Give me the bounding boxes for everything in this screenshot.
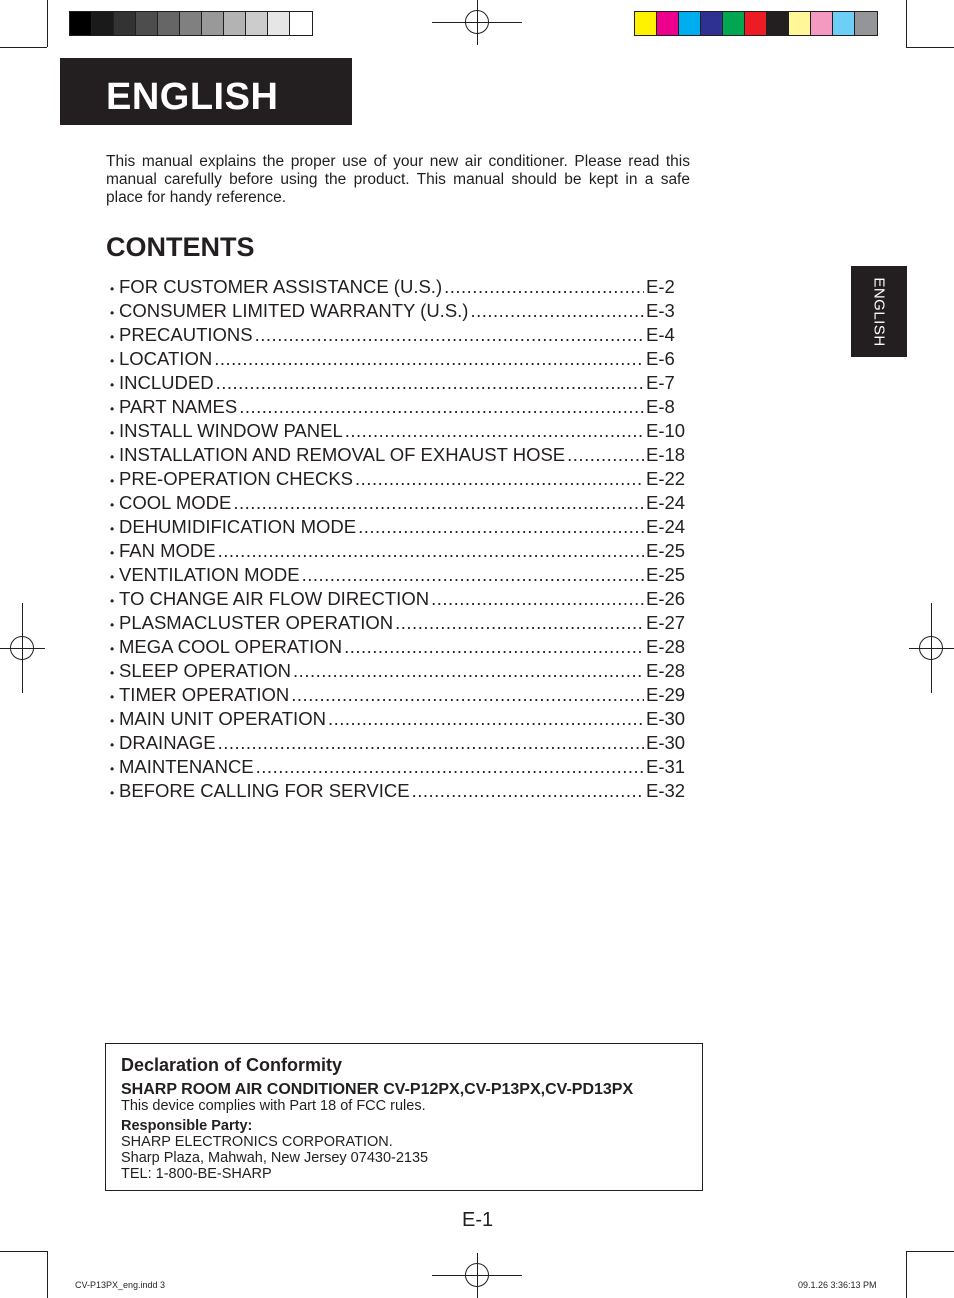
toc-item-page: E-28	[646, 636, 686, 657]
declaration-of-conformity-box	[105, 1043, 703, 1191]
process-color-bar	[634, 11, 878, 36]
bullet-icon: •	[110, 642, 115, 656]
toc-item-label: DRAINAGE	[119, 732, 216, 753]
declaration-compliance: This device complies with Part 18 of FCC rules.	[121, 1098, 426, 1114]
color-swatch	[701, 12, 723, 35]
bullet-icon: •	[110, 306, 115, 320]
toc-item-page: E-7	[646, 372, 675, 393]
color-swatch	[723, 12, 745, 35]
toc-item-page: E-30	[646, 732, 686, 753]
bullet-icon: •	[110, 402, 115, 416]
toc-item	[110, 300, 688, 324]
toc-item-page: E-29	[646, 684, 686, 705]
toc-item-label: VENTILATION MODE	[119, 564, 300, 585]
toc-item	[110, 708, 688, 732]
company-address: Sharp Plaza, Mahwah, New Jersey 07430-2135	[121, 1150, 429, 1166]
dot-leader	[255, 324, 644, 346]
bullet-icon: •	[110, 378, 115, 392]
toc-item-label: PRECAUTIONS	[119, 324, 253, 345]
dot-leader	[344, 636, 644, 658]
bullet-icon: •	[110, 762, 115, 776]
language-banner	[60, 58, 352, 125]
gray-swatch	[114, 12, 136, 35]
toc-item-label: INSTALL WINDOW PANEL	[119, 420, 343, 441]
toc-item-page: E-25	[646, 540, 686, 561]
dot-leader	[355, 468, 644, 490]
color-swatch	[767, 12, 789, 35]
toc-item	[110, 588, 688, 612]
toc-item-label: PRE-OPERATION CHECKS	[119, 468, 354, 489]
table-of-contents	[110, 276, 688, 804]
gray-swatch	[290, 12, 312, 35]
bullet-icon: •	[110, 282, 115, 296]
intro-paragraph: This manual explains the proper use of your new air conditioner. Please read this manual carefully before using the product. This manual should be kept in a safe place for handy reference.	[106, 153, 690, 206]
color-swatch	[789, 12, 811, 35]
language-title: ENGLISH	[106, 76, 279, 118]
color-swatch	[635, 12, 657, 35]
bullet-icon: •	[110, 546, 115, 560]
bullet-icon: •	[110, 474, 115, 488]
dot-leader	[412, 780, 644, 802]
toc-item	[110, 660, 688, 684]
toc-item-label: CONSUMER LIMITED WARRANTY (U.S.)	[119, 300, 469, 321]
toc-item-page: E-10	[646, 420, 686, 441]
bullet-icon: •	[110, 330, 115, 344]
toc-item	[110, 276, 688, 300]
toc-item-label: TO CHANGE AIR FLOW DIRECTION	[119, 588, 430, 609]
footer-file-name: CV-P13PX_eng.indd 3	[75, 1280, 166, 1290]
dot-leader	[218, 732, 644, 754]
declaration-model: SHARP ROOM AIR CONDITIONER CV-P12PX,CV-P13PX,CV-PD13PX	[121, 1081, 634, 1098]
toc-item-page: E-30	[646, 708, 686, 729]
dot-leader	[345, 420, 644, 442]
bullet-icon: •	[110, 570, 115, 584]
footer-timestamp: 09.1.26 3:36:13 PM	[798, 1280, 877, 1290]
toc-item	[110, 756, 688, 780]
page-number: E-1	[462, 1209, 494, 1231]
toc-item-label: FOR CUSTOMER ASSISTANCE (U.S.)	[119, 276, 443, 297]
toc-item-page: E-27	[646, 612, 686, 633]
toc-item-page: E-3	[646, 300, 675, 321]
toc-item-label: FAN MODE	[119, 540, 216, 561]
toc-item	[110, 492, 688, 516]
dot-leader	[431, 588, 644, 610]
gray-swatch	[246, 12, 268, 35]
toc-item	[110, 684, 688, 708]
toc-item-label: BEFORE CALLING FOR SERVICE	[119, 780, 410, 801]
bullet-icon: •	[110, 738, 115, 752]
gray-swatch	[268, 12, 290, 35]
dot-leader	[567, 444, 644, 466]
dot-leader	[293, 660, 644, 682]
gray-swatch	[180, 12, 202, 35]
color-swatch	[657, 12, 679, 35]
bullet-icon: •	[110, 690, 115, 704]
toc-item-page: E-18	[646, 444, 686, 465]
toc-item-label: SLEEP OPERATION	[119, 660, 292, 681]
toc-item-label: MAIN UNIT OPERATION	[119, 708, 326, 729]
bullet-icon: •	[110, 354, 115, 368]
language-side-tab	[851, 266, 907, 357]
responsible-party-label: Responsible Party:	[121, 1118, 253, 1134]
bullet-icon: •	[110, 666, 115, 680]
company-tel: TEL: 1-800-BE-SHARP	[121, 1166, 272, 1182]
dot-leader	[233, 492, 644, 514]
toc-item-page: E-8	[646, 396, 675, 417]
contents-heading: CONTENTS	[106, 232, 255, 262]
gray-swatch	[158, 12, 180, 35]
declaration-title: Declaration of Conformity	[121, 1055, 343, 1075]
dot-leader	[214, 348, 644, 370]
toc-item-page: E-26	[646, 588, 686, 609]
toc-item-page: E-6	[646, 348, 675, 369]
gray-swatch	[136, 12, 158, 35]
color-swatch	[679, 12, 701, 35]
gray-swatch	[70, 12, 92, 35]
dot-leader	[256, 756, 644, 778]
dot-leader	[470, 300, 644, 322]
gray-swatch	[92, 12, 114, 35]
dot-leader	[302, 564, 644, 586]
bullet-icon: •	[110, 498, 115, 512]
dot-leader	[328, 708, 644, 730]
toc-item-label: LOCATION	[119, 348, 213, 369]
toc-item	[110, 564, 688, 588]
dot-leader	[444, 276, 644, 298]
toc-item	[110, 636, 688, 660]
color-swatch	[833, 12, 855, 35]
dot-leader	[291, 684, 644, 706]
toc-item-label: MEGA COOL OPERATION	[119, 636, 343, 657]
color-swatch	[811, 12, 833, 35]
bullet-icon: •	[110, 786, 115, 800]
toc-item-page: E-28	[646, 660, 686, 681]
toc-item-page: E-24	[646, 516, 686, 537]
toc-item-label: PART NAMES	[119, 396, 238, 417]
side-tab-label: ENGLISH	[870, 276, 888, 347]
toc-item-label: INSTALLATION AND REMOVAL OF EXHAUST HOSE	[119, 444, 566, 465]
toc-item	[110, 612, 688, 636]
toc-item-page: E-32	[646, 780, 686, 801]
toc-item	[110, 540, 688, 564]
toc-item-page: E-31	[646, 756, 686, 777]
gray-swatch	[202, 12, 224, 35]
toc-item	[110, 732, 688, 756]
bullet-icon: •	[110, 618, 115, 632]
color-swatch	[855, 12, 877, 35]
toc-item-label: DEHUMIDIFICATION MODE	[119, 516, 357, 537]
bullet-icon: •	[110, 714, 115, 728]
toc-item-page: E-24	[646, 492, 686, 513]
toc-item-page: E-22	[646, 468, 686, 489]
bullet-icon: •	[110, 426, 115, 440]
toc-item-page: E-4	[646, 324, 675, 345]
color-swatch	[745, 12, 767, 35]
grayscale-color-bar	[69, 11, 313, 36]
toc-item	[110, 444, 688, 468]
gray-swatch	[224, 12, 246, 35]
bullet-icon: •	[110, 522, 115, 536]
toc-item	[110, 780, 688, 804]
toc-item-page: E-2	[646, 276, 675, 297]
dot-leader	[216, 372, 644, 394]
toc-item	[110, 396, 688, 420]
toc-item-page: E-25	[646, 564, 686, 585]
dot-leader	[395, 612, 644, 634]
toc-item-label: INCLUDED	[119, 372, 214, 393]
dot-leader	[218, 540, 644, 562]
toc-item	[110, 324, 688, 348]
toc-item	[110, 348, 688, 372]
toc-item-label: MAINTENANCE	[119, 756, 254, 777]
toc-item-label: TIMER OPERATION	[119, 684, 290, 705]
toc-item	[110, 420, 688, 444]
bullet-icon: •	[110, 594, 115, 608]
company-name: SHARP ELECTRONICS CORPORATION.	[121, 1134, 393, 1150]
dot-leader	[239, 396, 644, 418]
toc-item-label: COOL MODE	[119, 492, 232, 513]
bullet-icon: •	[110, 450, 115, 464]
toc-item-label: PLASMACLUSTER OPERATION	[119, 612, 394, 633]
toc-item	[110, 372, 688, 396]
toc-item	[110, 468, 688, 492]
dot-leader	[358, 516, 644, 538]
toc-item	[110, 516, 688, 540]
